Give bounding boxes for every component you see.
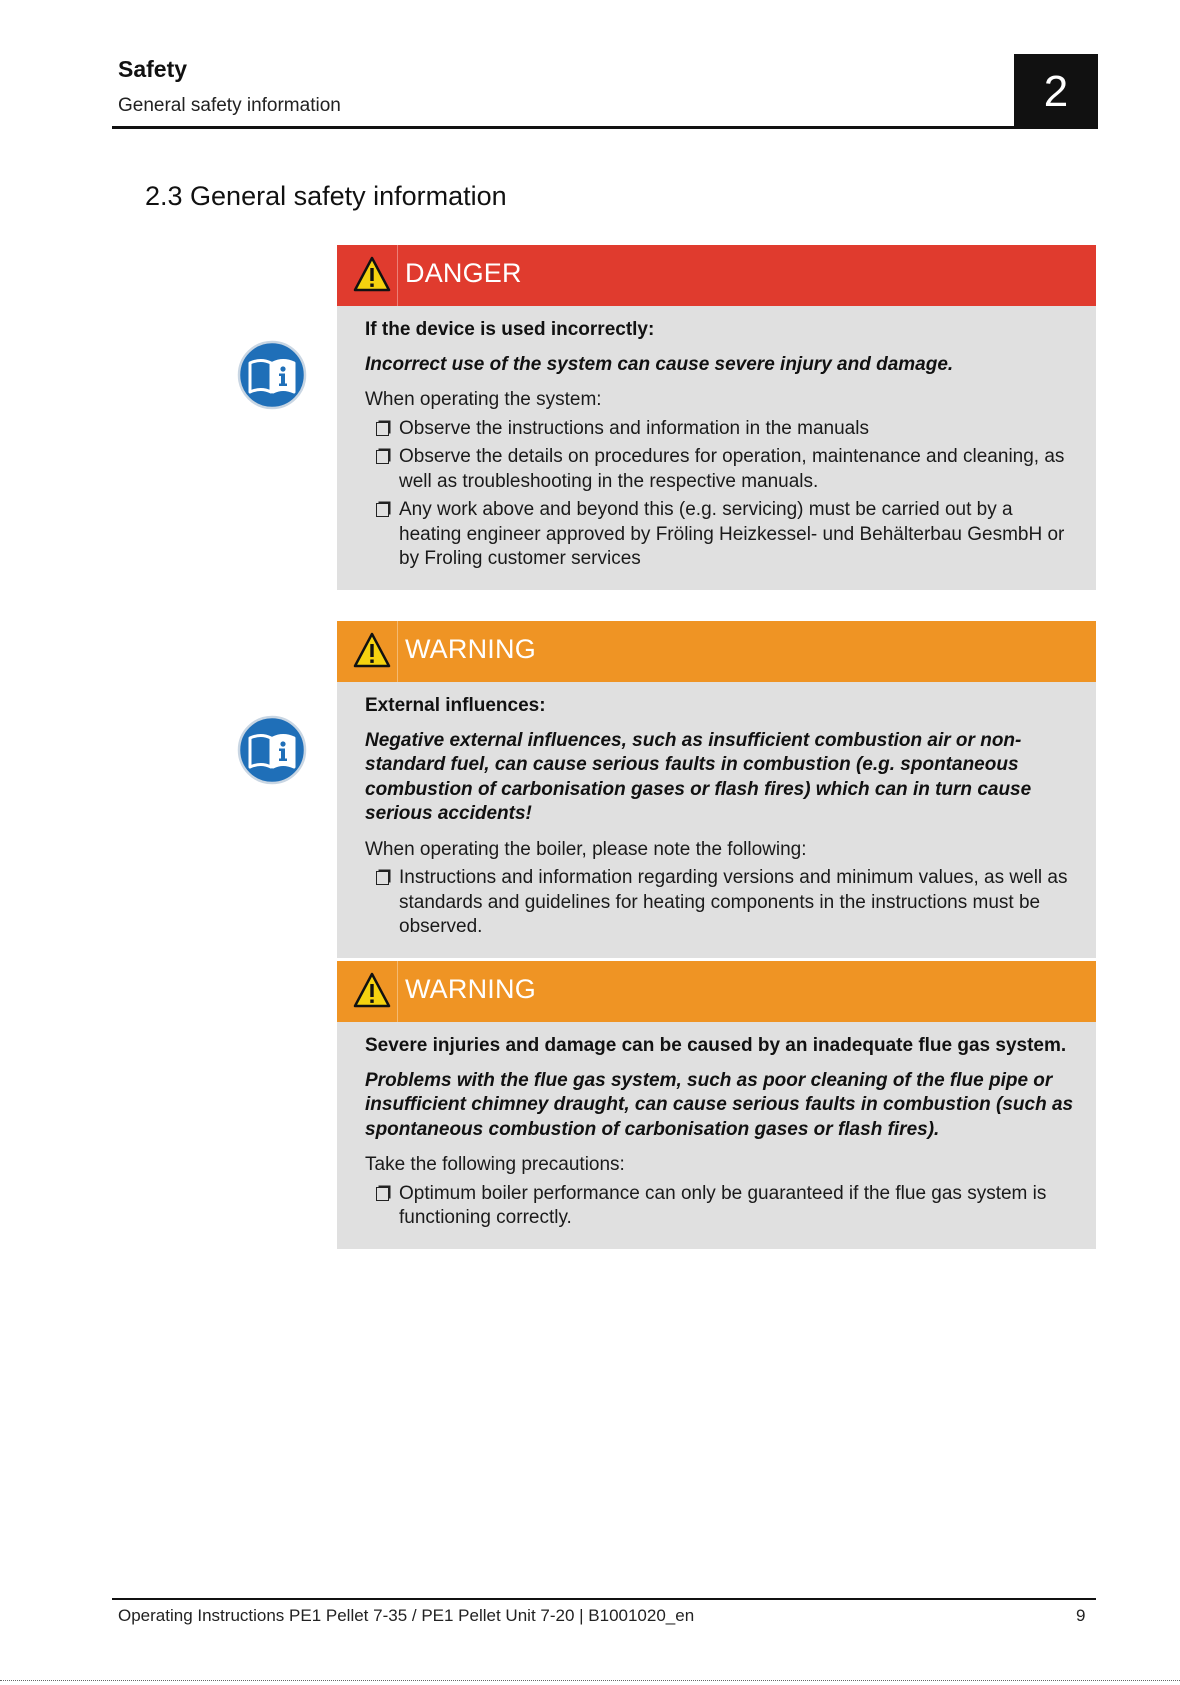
warning-triangle-icon [353,632,391,668]
checkbox-bullet-icon [376,422,389,436]
warning-notice-external-influences [337,621,1096,958]
notice-consequence: Negative external influences, such as insufficient combustion air or non-standard fuel, can cause serious faults in combustion (e.g. spontaneous combustion of carbonisation gases or flash fires) which can in turn cause serious accidents! [365,729,1032,824]
checkbox-bullet-icon [376,871,389,885]
notice-measures-list [365,417,1074,572]
notice-label: WARNING [405,974,536,1004]
chapter-number-badge: 2 [1014,54,1098,129]
header-subsection-title: General safety information [118,95,341,116]
list-item [365,498,1074,572]
notice-subject: Severe injuries and damage can be caused by an inadequate flue gas system. [365,1035,1067,1056]
checkbox-bullet-icon [376,450,389,464]
checkbox-bullet-icon [376,503,389,517]
notice-intro: When operating the boiler, please note the following: [365,838,807,860]
notice-intro: When operating the system: [365,389,602,410]
list-item [365,1182,1074,1231]
notice-measures-list [365,1182,1074,1231]
list-item-text: Observe the instructions and information in the manuals [399,417,869,439]
warning-notice-flue-gas [337,961,1096,1249]
list-item-text: Instructions and information regarding versions and minimum values, as well as standards and guidelines for heating components in the instructions must be observed. [399,867,1068,937]
notice-consequence: Incorrect use of the system can cause severe injury and damage. [365,353,954,375]
warning-triangle-icon [353,256,391,292]
notice-header-divider [397,245,398,306]
notice-body [337,306,1096,590]
list-item-text: Any work above and beyond this (e.g. servicing) must be carried out by a heating engineer approved by Fröling Heizkessel- und Behälterbau GesmbH or by Froling customer services [399,499,1065,569]
manual-info-icon [237,340,307,410]
notice-subject: External influences: [365,695,546,716]
header-section-title: Safety [118,56,188,82]
notice-header [337,245,1096,306]
notice-intro: Take the following precautions: [365,1154,625,1175]
list-item [365,417,1074,442]
list-item [365,866,1074,940]
notice-label: WARNING [405,634,536,664]
manual-info-icon [237,715,307,785]
section-title: 2.3 General safety information [145,181,507,211]
page-cut-edge [0,1680,1180,1681]
notice-consequence: Problems with the flue gas system, such as poor cleaning of the flue pipe or insufficient chimney draught, can cause serious faults in combustion (such as spontaneous combustion of carbonisation gases or flash fires). [365,1069,1074,1140]
warning-triangle-icon [353,972,391,1008]
footer-document-title: Operating Instructions PE1 Pellet 7-35 / PE1 Pellet Unit 7-20 | B1001020_en [118,1606,695,1625]
list-item-text: Observe the details on procedures for operation, maintenance and cleaning, as well as troubleshooting in the respective manuals. [399,446,1065,492]
list-item [365,445,1074,494]
notice-header [337,621,1096,682]
notice-header-divider [397,621,398,682]
notice-body [337,682,1096,958]
checkbox-bullet-icon [376,1187,389,1201]
notice-header [337,961,1096,1022]
notice-subject: If the device is used incorrectly: [365,319,655,340]
notice-body [337,1022,1096,1249]
danger-notice [337,245,1096,590]
notice-measures-list [365,866,1074,940]
notice-label: DANGER [405,258,522,288]
footer-rule [112,1598,1096,1600]
notice-header-divider [397,961,398,1022]
page-number: 9 [1076,1606,1086,1625]
header-rule [112,126,1096,129]
list-item-text: Optimum boiler performance can only be guaranteed if the flue gas system is functioning correctly. [399,1182,1047,1228]
